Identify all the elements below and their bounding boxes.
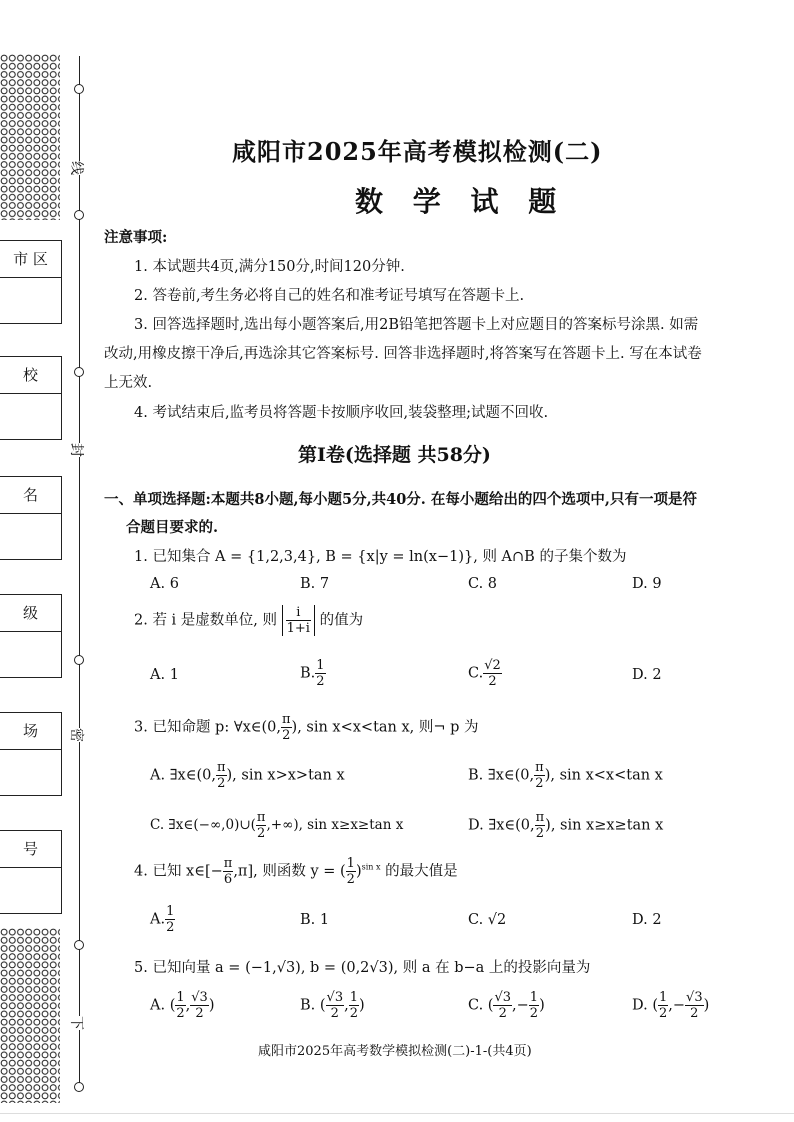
- q2-option-d: D. 2: [632, 667, 662, 683]
- frac-den: 2: [349, 1006, 358, 1021]
- q3-a-num: π: [216, 760, 226, 775]
- page-bottom-edge: [0, 1113, 794, 1114]
- question-4-stem: 4. 已知 x∈[− $\frac{\pi}{6}$ ,π], 则函数 y = ( $\frac{1}{2}$ )$^{sin x}$ 的最大值是: [134, 856, 458, 887]
- q3-option-a: [150, 760, 345, 791]
- field-box-school[interactable]: [0, 356, 62, 440]
- q1-option-c: C. 8: [468, 576, 498, 592]
- binding-ring: [74, 84, 84, 94]
- q1-option-a: A. 6: [150, 576, 179, 592]
- q2-option-a: A. 1: [150, 667, 179, 683]
- subject-title: 数 学 试 题: [355, 185, 567, 218]
- notice-item: 1. 本试题共4页,满分150分,时间120分钟.: [134, 259, 405, 275]
- frac-den: 2: [529, 1006, 539, 1021]
- q5-option-d: D. ( $\frac{1}{2}$ ,− $\frac{√3}{2}$ ): [632, 990, 710, 1021]
- q3-option-b: [468, 760, 663, 791]
- abs-value: [282, 605, 315, 636]
- frac-num: √3: [686, 990, 703, 1005]
- q3-a-den: 2: [217, 776, 226, 791]
- q3-c-post: ,+∞), sin x≥x≥tan x: [266, 817, 404, 833]
- q3-d-num: π: [535, 810, 545, 825]
- q2-option-c: [468, 658, 502, 689]
- q4-option-a: [150, 904, 175, 935]
- q2-den: 1+i: [286, 621, 310, 636]
- field-box-name[interactable]: [0, 476, 62, 560]
- binding-ring: [74, 1082, 84, 1092]
- frac-den: 2: [330, 1006, 339, 1021]
- q2-stem-a: 2. 若 i 是虚数单位, 则: [134, 612, 278, 629]
- q1-option-b: B. 7: [300, 576, 330, 592]
- q5-d-label: D. (: [632, 997, 658, 1014]
- frac-num: 1: [529, 990, 539, 1005]
- q5-option-b: B. ( $\frac{√3}{2}$ , $\frac{1}{2}$ ): [300, 990, 365, 1021]
- q4-den: 6: [223, 872, 233, 887]
- binding-char-xian: 线: [67, 161, 87, 175]
- q4-half-den: 2: [346, 872, 355, 887]
- binding-char-mi: 密: [67, 728, 87, 742]
- q4-a-num: 1: [166, 904, 175, 919]
- q5-a-label: A. (: [150, 997, 176, 1014]
- q3-c-pre: C. ∃x∈(−∞,0)∪(: [150, 817, 256, 833]
- field-label: 校: [0, 357, 61, 394]
- binding-dots-top: [0, 54, 60, 220]
- frac-den: 2: [498, 1006, 507, 1021]
- field-box-class[interactable]: [0, 594, 62, 678]
- binding-char-feng: 封: [67, 443, 87, 457]
- notice-heading: 注意事项:: [104, 229, 168, 246]
- part-heading: 一、单项选择题:本题共8小题,每小题5分,共40分. 在每小题给出的四个选项中,只有一项是符: [104, 491, 697, 508]
- q4-a-den: 2: [166, 920, 175, 935]
- exam-title: 咸阳市2025年高考模拟检测(二): [232, 137, 603, 166]
- frac-num: 1: [176, 990, 185, 1005]
- q3-d-post: ), sin x≥x≥tan x: [545, 817, 664, 834]
- q2-option-b: [300, 658, 326, 689]
- field-label: 号: [0, 831, 61, 868]
- q4-option-b: B. 1: [300, 912, 330, 928]
- binding-char-xia: 下: [67, 1016, 87, 1030]
- q5-option-c: C. ( $\frac{√3}{2}$ ,− $\frac{1}{2}$ ): [468, 990, 545, 1021]
- q2-b-den: 2: [316, 674, 325, 689]
- frac-den: 2: [690, 1006, 699, 1021]
- q4-exponent: sin x: [361, 862, 381, 872]
- q4-num: π: [223, 856, 233, 871]
- binding-ring: [74, 367, 84, 377]
- binding-ring: [74, 655, 84, 665]
- q3-d-pre: D. ∃x∈(0,: [468, 817, 535, 834]
- q3-option-c: [150, 810, 403, 841]
- notice-item: 改动,用橡皮擦干净后,再选涂其它答案标号. 回答非选择题时,将答案写在答题卡上. 写在本试卷: [104, 346, 702, 362]
- q3-two: 2: [282, 728, 291, 743]
- binding-dots-bottom: [0, 928, 60, 1103]
- notice-item: 上无效.: [104, 375, 153, 391]
- binding-ring: [74, 210, 84, 220]
- q3-c-num: π: [256, 810, 266, 825]
- q4-option-d: D. 2: [632, 912, 662, 928]
- field-box-room[interactable]: [0, 712, 62, 796]
- notice-item: 4. 考试结束后,监考员将答题卡按顺序收回,装袋整理;试题不回收.: [134, 405, 549, 421]
- q3-c-den: 2: [257, 826, 266, 841]
- frac-den: 2: [176, 1006, 185, 1021]
- q3-b-pre: B. ∃x∈(0,: [468, 767, 535, 784]
- field-label: 级: [0, 595, 61, 632]
- q1-option-d: D. 9: [632, 576, 662, 592]
- frac-num: √3: [494, 990, 512, 1005]
- q2-c-num: √2: [484, 658, 501, 673]
- q3-d-den: 2: [535, 826, 545, 841]
- q2-num: i: [286, 605, 311, 621]
- q4-a-label: A.: [150, 911, 166, 928]
- frac-num: √3: [326, 990, 344, 1005]
- q3-a-post: ), sin x>x>tan x: [226, 767, 345, 784]
- field-label: 场: [0, 713, 61, 750]
- q4-stem-c: 的最大值是: [385, 863, 458, 880]
- part-heading-cont: 合题目要求的.: [126, 519, 219, 536]
- q2-c-label: C.: [468, 665, 484, 682]
- q4-option-c: C. √2: [468, 912, 507, 928]
- q5-b-label: B. (: [300, 997, 326, 1014]
- field-label: 市 区: [0, 241, 61, 278]
- q3-b-num: π: [535, 760, 544, 775]
- frac-den: 2: [195, 1006, 204, 1021]
- frac-num: 1: [658, 990, 668, 1005]
- question-5-stem: 5. 已知向量 a = (−1,√3), b = (0,2√3), 则 a 在 b−a 上的投影向量为: [134, 960, 591, 976]
- field-label: 名: [0, 477, 61, 514]
- field-box-district[interactable]: [0, 240, 62, 324]
- q2-c-den: 2: [488, 674, 497, 689]
- section-title: 第Ⅰ卷(选择题 共58分): [298, 444, 491, 466]
- frac-den: 2: [658, 1006, 668, 1021]
- q3-b-post: ), sin x<x<tan x: [544, 767, 663, 784]
- q3-stem-a: 3. 已知命题 p: ∀x∈(0,: [134, 719, 281, 736]
- binding-ring: [74, 940, 84, 950]
- page-footer: 咸阳市2025年高考数学模拟检测(二)-1-(共4页): [258, 1044, 532, 1059]
- field-box-number[interactable]: [0, 830, 62, 914]
- frac-num: √3: [191, 990, 208, 1005]
- notice-item: 2. 答卷前,考生务必将自己的姓名和准考证号填写在答题卡上.: [134, 288, 525, 304]
- question-2-stem: [134, 605, 363, 636]
- q4-stem-b: ,π], 则函数 y = (: [233, 863, 346, 880]
- q5-option-a: A. ( $\frac{1}{2}$ , $\frac{√3}{2}$ ): [150, 990, 215, 1021]
- q3-pi: π: [281, 712, 291, 727]
- question-1-stem: 1. 已知集合 A = {1,2,3,4}, B = {x|y = ln(x−1)}, 则 A∩B 的子集个数为: [134, 549, 627, 565]
- question-3-stem: [134, 712, 479, 743]
- frac-num: 1: [349, 990, 358, 1005]
- q4-stem-a: 4. 已知 x∈[−: [134, 863, 223, 880]
- q3-b-den: 2: [535, 776, 544, 791]
- q2-b-num: 1: [316, 658, 325, 673]
- q4-half-num: 1: [346, 856, 355, 871]
- q2-stem-b: 的值为: [319, 612, 364, 629]
- q3-stem-b: ), sin x<x<tan x, 则¬ p 为: [291, 719, 479, 736]
- q3-option-d: [468, 810, 663, 841]
- notice-item: 3. 回答选择题时,选出每小题答案后,用2B铅笔把答题卡上对应题目的答案标号涂黑. 如需: [134, 317, 699, 333]
- q5-c-label: C. (: [468, 997, 494, 1014]
- q2-b-label: B.: [300, 665, 316, 682]
- q3-a-pre: A. ∃x∈(0,: [150, 767, 216, 784]
